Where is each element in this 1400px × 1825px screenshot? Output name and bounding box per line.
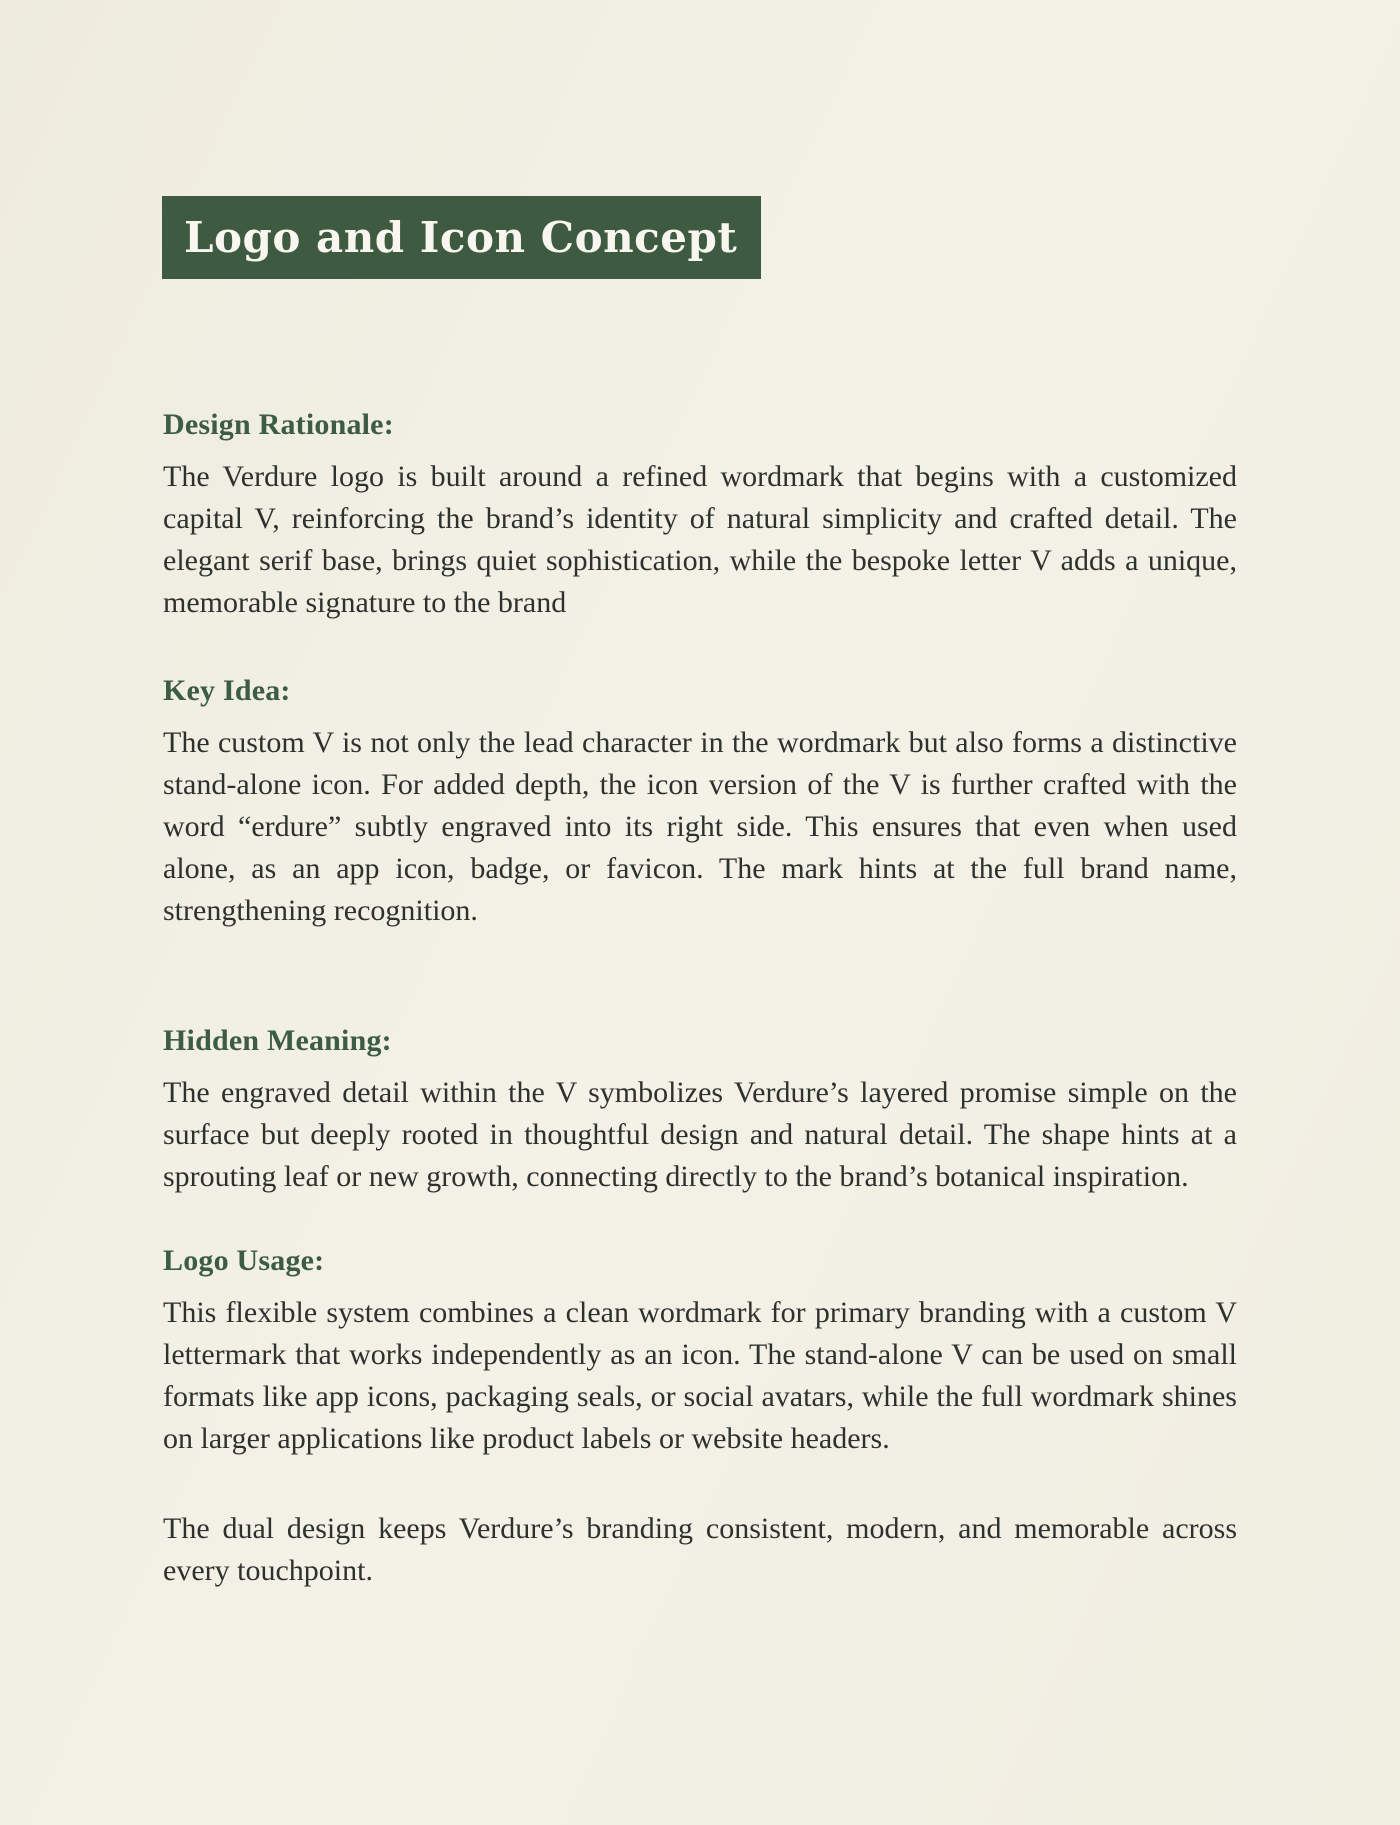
- section-paragraph: The custom V is not only the lead character in the wordmark but also forms a distinctive stand-alone icon. For added depth, the icon version of the V is further crafted with the word “erdure” subtly engraved into its right side. This ensures that even when used alone, as an app icon, badge, or favicon. The mark hints at the full brand name, strengthening recognition.: [163, 726, 1237, 927]
- section-hidden-meaning: [163, 1020, 1237, 1198]
- section-heading: Design Rationale:: [163, 408, 394, 441]
- section-heading: Key Idea:: [163, 674, 291, 707]
- section-paragraph: The engraved detail within the V symbolizes Verdure’s layered promise simple on the surface but deeply rooted in thoughtful design and natural detail. The shape hints at a sprouting leaf or new growth, connecting directly to the brand’s botanical inspiration.: [163, 1076, 1237, 1193]
- section-heading: Logo Usage:: [163, 1244, 325, 1277]
- page-content: [163, 404, 1237, 1592]
- section-key-idea: [163, 670, 1237, 932]
- page-title: Logo and Icon Concept: [184, 213, 738, 262]
- section-logo-usage: [163, 1240, 1237, 1460]
- closing-paragraph: The dual design keeps Verdure’s branding consistent, modern, and memorable across every touchpoint.: [163, 1512, 1237, 1587]
- section-heading: Hidden Meaning:: [163, 1024, 392, 1057]
- title-banner: [162, 196, 761, 279]
- section-design-rationale: [163, 404, 1237, 624]
- section-paragraph: The Verdure logo is built around a refined wordmark that begins with a customized capital V, reinforcing the brand’s identity of natural simplicity and crafted detail. The elegant serif base, brings quiet sophistication, while the bespoke letter V adds a unique, memorable signature to the brand: [163, 460, 1237, 619]
- section-paragraph: This flexible system combines a clean wordmark for primary branding with a custom V lettermark that works independently as an icon. The stand-alone V can be used on small formats like app icons, packaging seals, or social avatars, while the full wordmark shines on larger applications like product labels or website headers.: [163, 1296, 1237, 1455]
